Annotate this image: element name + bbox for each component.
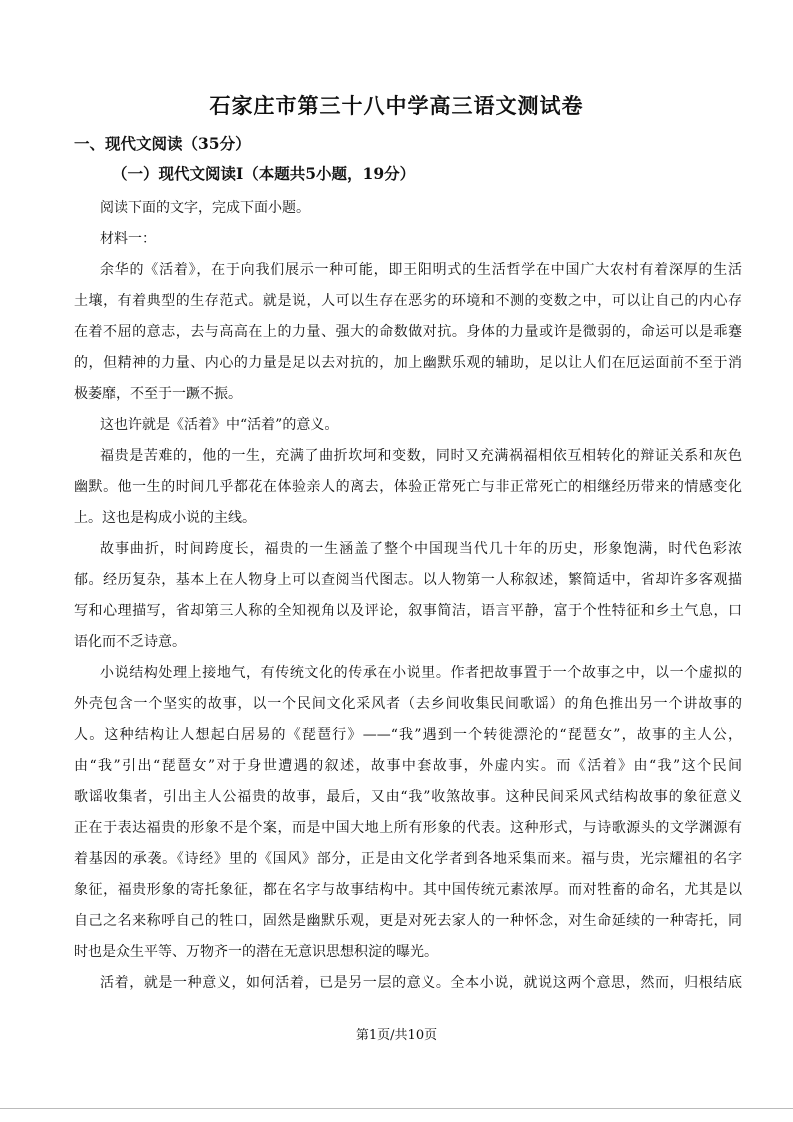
page-divider [0,1108,793,1109]
section-heading: 一、现代文阅读（35分） [74,134,251,153]
text-line: 写和心理描写，省却第三人称的全知视角以及评论，叙事简洁，语言平静，富于个性特征和乡土气息，口 [74,603,742,619]
text-line: 这也许就是《活着》中“活着”的意义。 [100,417,339,433]
text-line: 福贵是苦难的，他的一生，充满了曲折坎坷和变数，同时又充满祸福相依互相转化的辩证关系和灰色 [100,448,742,464]
text-line: 的，但精神的力量、内心的力量是足以去对抗的，加上幽默乐观的辅助，足以让人们在厄运面前不至于消 [74,355,742,371]
text-line: 阅读下面的文字，完成下面小题。 [100,200,310,216]
text-line: 正在于表达福贵的形象不是个案，而是中国大地上所有形象的代表。这种形式，与诗歌源头的文学渊源有 [74,820,742,836]
text-line: 故事曲折，时间跨度长，福贵的一生涵盖了整个中国现当代几十年的历史，形象饱满，时代色彩浓 [100,541,742,557]
page-footer: 第1页/共10页 [355,1028,438,1043]
paragraph [74,413,742,444]
paragraph [74,661,742,971]
text-line: 自己之名来称呼自己的牲口，固然是幽默乐观，更是对死去家人的一种怀念，对生命延续的一种寄托，同 [74,913,742,929]
text-line: 极萎靡，不至于一蹶不振。 [74,386,242,402]
paragraph [74,196,742,227]
text-line: 小说结构处理上接地气，有传统文化的传承在小说里。作者把故事置于一个故事之中，以一个虚拟的 [100,665,742,681]
text-line: 上。这也是构成小说的主线。 [74,510,256,526]
text-line: 活着，就是一种意义，如何活着，已是另一层的意义。全本小说，就说这两个意思，然而，归根结底 [100,975,742,991]
subsection-heading: （一）现代文阅读Ⅰ（本题共5小题，19分） [112,164,416,183]
text-line: 象征，福贵形象的寄托象征，都在名字与故事结构中。其中国传统元素浓厚。而对牲畜的命名，尤其是以 [74,882,742,898]
text-line: 余华的《活着》，在于向我们展示一种可能，即王阳明式的生活哲学在中国广大农村有着深厚的生活 [100,262,742,278]
text-line: 土壤，有着典型的生存范式。就是说，人可以生存在恶劣的环境和不测的变数之中，可以让自己的内心存 [74,293,742,309]
text-line: 由“我”引出“琵琶女”对于身世遭遇的叙述，故事中套故事，外虚内实。而《活着》由“我”这个民间 [74,758,742,774]
paragraph [74,227,742,258]
paragraph [74,444,742,537]
text-line: 人。这种结构让人想起白居易的《琵琶行》——“我”遇到一个转徙漂沦的“琵琶女”，故事的主人公， [74,727,742,743]
paragraph [74,537,742,661]
paragraph [74,971,742,1002]
text-line: 时也是众生平等、万物齐一的潜在无意识思想积淀的曝光。 [74,944,438,960]
text-line: 着基因的承袭。《诗经》里的《国风》部分，正是由文化学者到各地采集而来。福与贵，光宗耀祖的名字 [74,851,742,867]
text-line: 外壳包含一个坚实的故事，以一个民间文化采风者（去乡间收集民间歌谣）的角色推出另一个讲故事的 [74,696,742,712]
text-line: 在着不屈的意志，去与高高在上的力量、强大的命数做对抗。身体的力量或许是微弱的，命运可以是乖蹇 [74,324,742,340]
text-line: 郁。经历复杂，基本上在人物身上可以查阅当代图志。以人物第一人称叙述，繁简适中，省却许多客观描 [74,572,742,588]
paragraph [74,258,742,413]
text-line: 语化而不乏诗意。 [74,634,186,650]
text-line: 歌谣收集者，引出主人公福贵的故事，最后，又由“我”收煞故事。这种民间采风式结构故事的象征意义 [74,789,742,805]
text-line: 幽默。他一生的时间几乎都花在体验亲人的离去，体验正常死亡与非正常死亡的相继经历带来的情感变化 [74,479,742,495]
text-line: 材料一： [100,231,156,247]
page-title: 石家庄市第三十八中学高三语文测试卷 [209,93,584,118]
document-body [74,196,742,1002]
